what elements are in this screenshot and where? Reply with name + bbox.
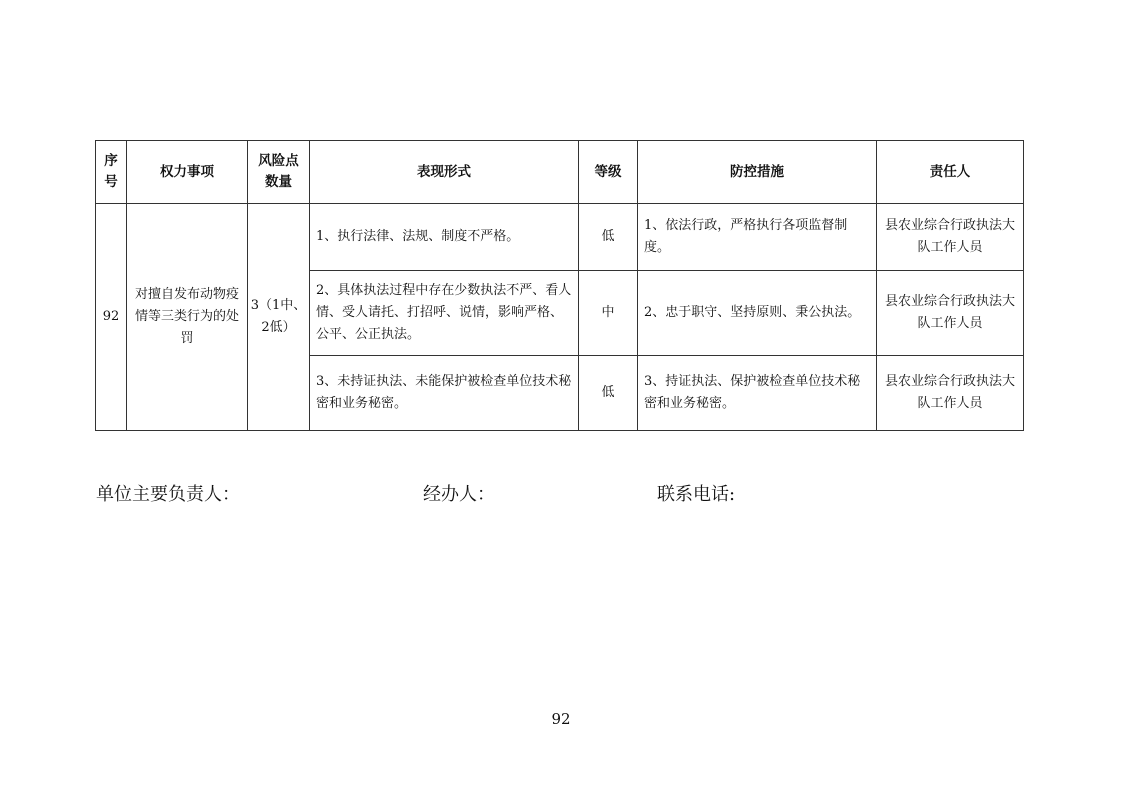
risk-1-responsible: 县农业综合行政执法大队工作人员 [877,204,1024,271]
header-power-item: 权力事项 [127,141,248,204]
header-manifestation: 表现形式 [310,141,579,204]
header-risk-count [248,141,310,204]
unit-leader-signature-label: 单位主要负责人： [96,484,240,505]
risk-2-manifestation: 2、具体执法过程中存在少数执法不严、看人情、受人请托、打招呼、说情，影响严格、公平、公正执法。 [310,271,579,356]
risk-2-responsible: 县农业综合行政执法大队工作人员 [877,271,1024,356]
header-seq [96,141,127,204]
risk-1-level: 低 [579,204,638,271]
header-responsible: 责任人 [877,141,1024,204]
contact-phone-label: 联系电话: [657,484,736,505]
page-number: 92 [551,710,571,728]
risk-1-manifestation: 1、执行法律、法规、制度不严格。 [310,204,579,271]
record-risk-count: 3（1中、2低） [248,204,310,431]
risk-2-measure: 2、忠于职守、坚持原则、秉公执法。 [638,271,877,356]
risk-1-measure: 1、依法行政，严格执行各项监督制度。 [638,204,877,271]
header-seq-line1: 序 [104,153,118,169]
risk-2-level: 中 [579,271,638,356]
risk-3-measure: 3、持证执法、保护被检查单位技术秘密和业务秘密。 [638,356,877,431]
record-seq: 92 [96,204,127,431]
record-power-item: 对擅自发布动物疫情等三类行为的处罚 [127,204,248,431]
table-row [96,204,1024,271]
table-header-row [96,141,1024,204]
header-risk-count-line2: 数量 [265,174,292,190]
header-risk-count-line1: 风险点 [258,153,299,169]
risk-3-responsible: 县农业综合行政执法大队工作人员 [877,356,1024,431]
header-measures: 防控措施 [638,141,877,204]
risk-3-level: 低 [579,356,638,431]
header-level: 等级 [579,141,638,204]
risk-control-table [95,140,1024,431]
header-seq-line2: 号 [104,174,118,190]
risk-3-manifestation: 3、未持证执法、未能保护被检查单位技术秘密和业务秘密。 [310,356,579,431]
handler-signature-label: 经办人： [423,484,495,505]
